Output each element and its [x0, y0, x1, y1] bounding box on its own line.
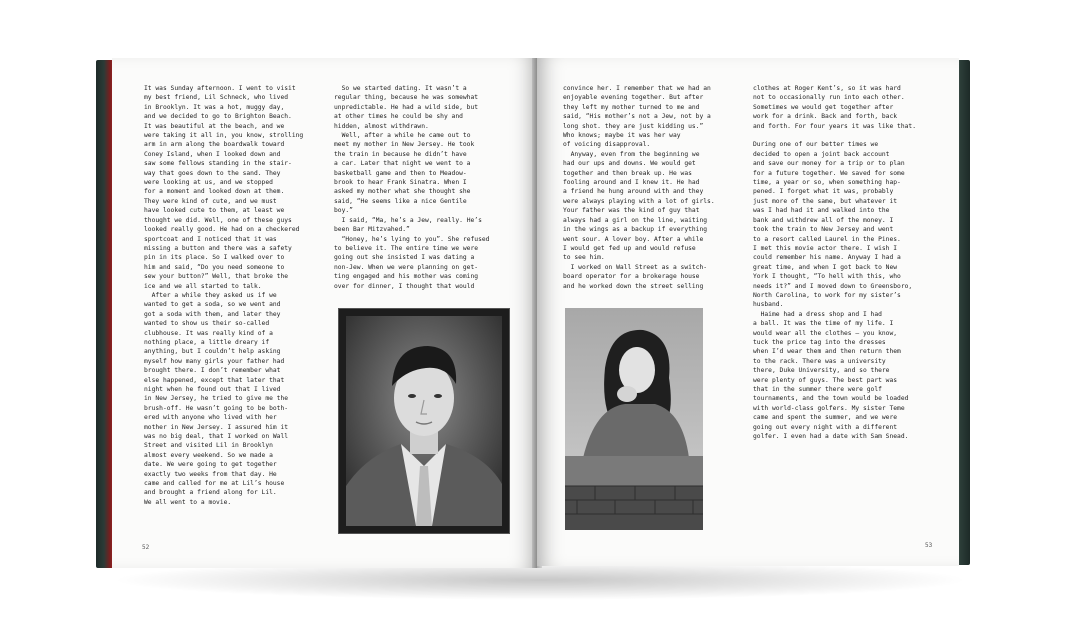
left-page-column-1: It was Sunday afternoon. I went to visit my best friend, Lil Schneck, who lived in Brooklyn. It was a hot, muggy day, and we decided to go to Brighton Beach. It was beautiful at the beach, and we were taking it all in, you know, strolling arm in arm along the boardwalk toward Coney Island, when I looked down and saw some fellows standing in the stair- way that goes down to the sand. They were looking at us, and we stopped for a moment and looked down at them. They were kind of cute, and we must have looked cute to them, at least we thought we did. Well, one of these guys looked really good. He had on a checkered sportcoat and I noticed that it was missing a button and there was a safety pin in its place. So I walked over to him and said, “Do you need someone to sew your button?” Well, that broke the ice and we all started to talk. After a while they asked us if we wanted to get a soda, so we went and got a soda with them, and later they wanted to show us their so-called clubhouse. It was really kind of a nothing place, a little dreary if anything, but I couldn’t help asking myself how many girls your father had brought there. I don’t remember what else happened, except that later that night when he found out that I lived in New Jersey, he tried to give me the brush-off. He wasn’t going to be both- ered with anyone who lived with her mother in New Jersey. I assured him it was no big deal, that I worked on Wall Street and visited Lil in Brooklyn almost every weekend. So we made a date. We were going to get together exactly two weeks from that day. He came and called for me at Lil’s house and brought a friend along for Lil. We all went to a movie. [144, 85, 304, 506]
photo-woman [565, 308, 703, 530]
right-page-column-2: clothes at Roger Kent’s, so it was hard not to occasionally run into each other. Sometimes we would get together after work for a drink. Back and forth, back and forth. For four years it was like that. During one of our better times we decided to open a joint back account and save our money for a trip or to plan for a future together. We saved for some time, a year or so, when something hap- pened. I forget what it was, probably just more of the same, but whatever it was I had had it and walked into the bank and withdrew all of the money. I took the train to New Jersey and went to a resort called Laurel in the Pines. I met this movie actor there. I wish I could remember his name. Anyway I had a great time, and when I got back to New York I thought, “To hell with this, who needs it?” and I moved down to Greensboro, North Carolina, to work for my sister’s husband. Haime had a dress shop and I had a ball. It was the time of my life. I would wear all the clothes – you know, tuck the price tag into the dresses when I’d wear them and then return them to the rack. There was a university there, Duke University, and so there were plenty of guys. The best part was that in the summer there were golf tournaments, and the town would be loaded with world-class golfers. My sister Teme came and spent the summer, and we were going out every night with a different golfer. I even had a date with Sam Snead. [753, 85, 917, 441]
right-page-column-1: convince her. I remember that we had an enjoyable evening together. But after they left my mother turned to me and said, “His mother’s not a Jew, not by a long shot. they are just kidding us.” Who knows; maybe it was her way of voicing disapproval. Anyway, even from the beginning we had our ups and downs. We would get together and then break up. He was fooling around and I knew it. He had a friend he hung around with and they were always playing with a lot of girls. Your father was the kind of guy that always had a girl on the line, waiting in the wings as a backup if everything went sour. A lover boy. After a while I would get fed up and would refuse to see him. I worked on Wall Street as a switch- board operator for a brokerage house and he worked down the street selling [563, 85, 715, 290]
woman-image [565, 308, 703, 530]
portrait-photo-man [338, 308, 510, 534]
right-page [537, 58, 959, 566]
left-page-column-2: So we started dating. It wasn’t a regular thing, because he was somewhat unpredictable. He had a wild side, but at other times he could be shy and hidden, almost withdrawn. Well, after a while he came out to meet my mother in New Jersey. He took the train in because he didn’t have a car. Later that night we went to a basketball game and then to Meadow- brook to hear Frank Sinatra. When I asked my mother what she thought she said, “He seems like a nice Gentile boy.” I said, “Ma, he’s a Jew, really. He’s been Bar Mitzvahed.” “Honey, he’s lying to you”. She refused to believe it. The entire time we were going out she insisted I was dating a non-Jew. When we were planning on get- ting engaged and his mother was coming over for dinner, I thought that would [334, 85, 490, 290]
page-number-right: 53 [925, 542, 933, 549]
portrait-man-image [346, 316, 502, 526]
left-page [112, 58, 537, 568]
page-number-left: 52 [142, 544, 150, 551]
